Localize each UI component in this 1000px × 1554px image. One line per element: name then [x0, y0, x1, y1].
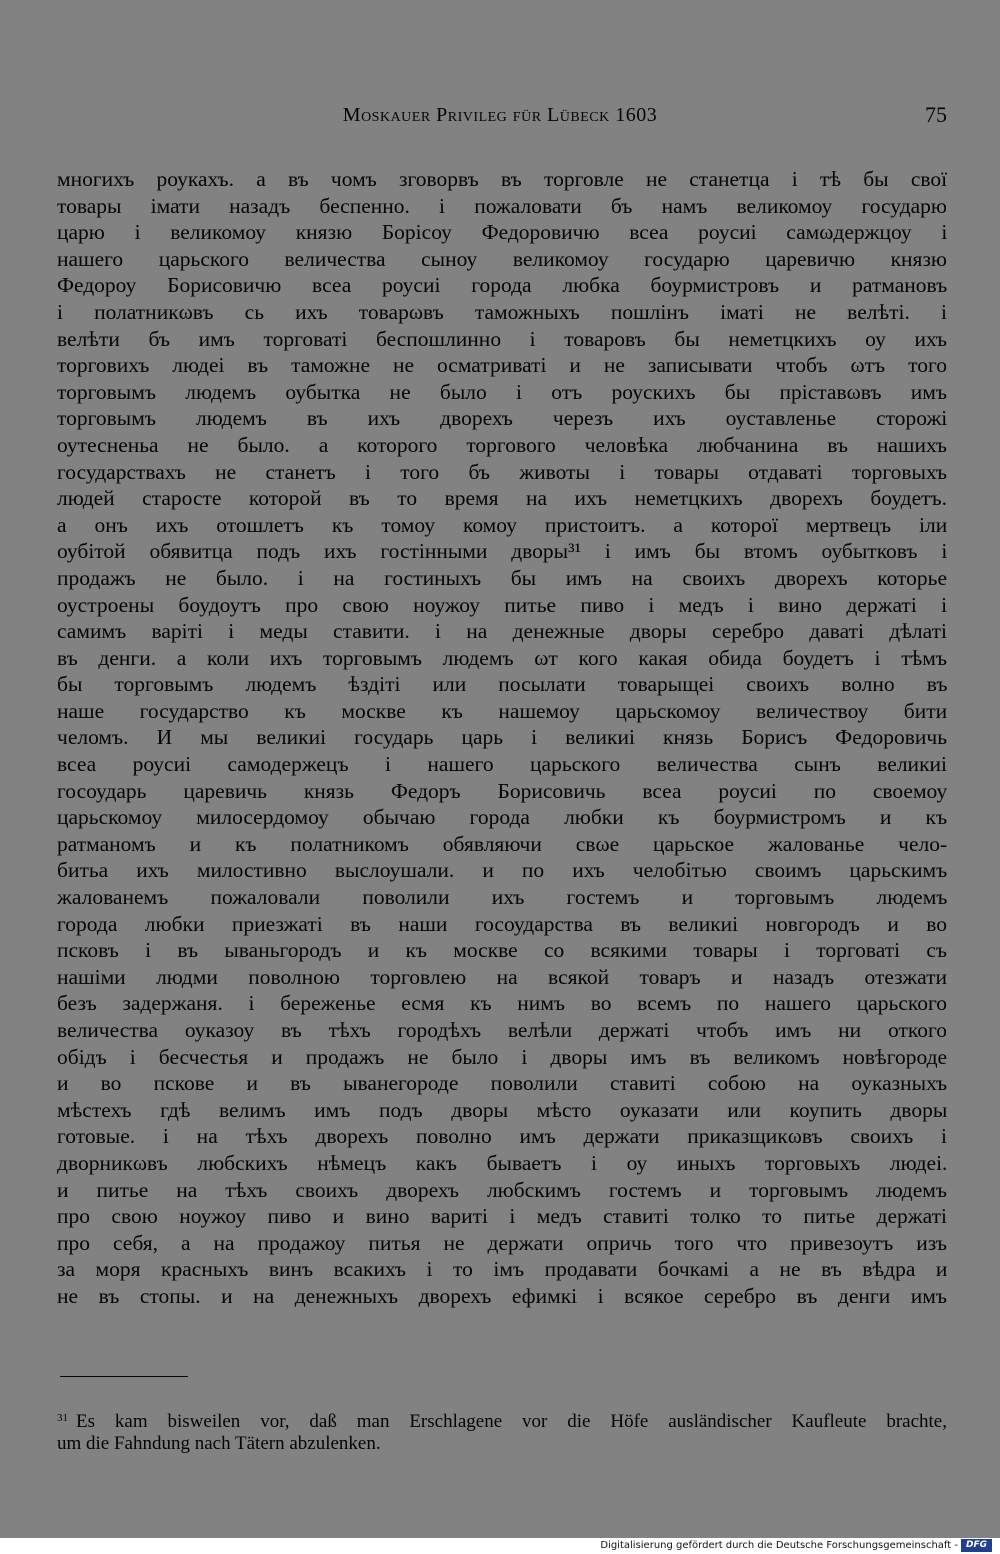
body-line: дворникωвъ любскихъ нѣмецъ какъ бываетъ і оу иныхъ торговыхъ людеі.: [57, 1150, 948, 1175]
body-line: ратманомъ и къ полатникомъ обявляючи свωе царьское жалованье чело-: [57, 831, 948, 856]
body-line: оустроены боудоутъ про свою ноужоу питье пиво і медъ і вино держаті і: [57, 592, 948, 617]
body-line: псковъ і въ ываньгородъ и къ москве со всякими товары і торговаті съ: [57, 938, 947, 963]
body-line: царьскомоу милосердомоу обычаю города любки къ боурмистромъ и къ: [57, 805, 948, 830]
footnote-marker: 31: [57, 1412, 68, 1424]
body-line: не въ стопы. и на денежныхъ дворехъ ефимкі і всякое серебро въ денги имъ: [57, 1283, 947, 1308]
body-line: торговымъ людемъ въ ихъ дворехъ черезъ ихъ оуставленье сторожі: [57, 406, 948, 431]
body-line: Федороу Борисовичю всеа роусиі города любка боурмистровъ и ратмановъ: [57, 273, 948, 298]
body-line: велѣти бъ имъ торговаті беспошлинно і товаровъ бы неметцкихъ оу ихъ: [57, 326, 947, 351]
body-line: про свою ноужоу пиво и вино вариті і медъ ставиті толко то питье держаті: [57, 1204, 947, 1229]
footnote: [57, 1407, 947, 1455]
body-line: готовые. і на тѣхъ дворехъ поволно имъ держати приказщикωвъ своихъ і: [57, 1124, 947, 1149]
footnote-rule: [60, 1376, 188, 1377]
body-line: самимъ варіті і меды ставити. і на денежные дворы серебро даваті дѣлаті: [57, 619, 947, 644]
body-line: госоударь царевичь князь Федоръ Борисовичь всеа роусиі по своемоу: [57, 778, 948, 803]
body-line: въ денги. а коли ихъ торговымъ людемъ ωт кого какая обида боудетъ і тѣмъ: [57, 645, 947, 670]
body-line: нашего царьского величества сыноу великомоу государю царевичю князю: [57, 246, 947, 271]
dfg-logo: DFG: [961, 1539, 992, 1552]
body-line: продажъ не было. і на гостиныхъ бы имъ на своихъ дворехъ которье: [57, 565, 948, 590]
footnote-line: um die Fahndung nach Tätern abzulenken.: [57, 1433, 381, 1454]
body-line: торговымъ людемъ оубытка не было і отъ роускихъ бы прiставωвъ имъ: [57, 379, 947, 404]
footnote-text-1: Es kam bisweilen vor, daß man Erschlagene vor die Höfe ausländischer Kaufleute brachte,: [76, 1411, 947, 1432]
body-line: обідъ і бесчестья и продажъ не было і дворы имъ въ великомъ новѣгороде: [57, 1044, 948, 1069]
funding-credit: Digitalisierung gefördert durch die Deutsche Forschungsgemeinschaft -: [600, 1539, 958, 1551]
body-line: нашіми людми поволною торговлею на всякой товаръ и назадъ отезжати: [57, 964, 947, 989]
body-line: товары імати назадъ беспенно. і пожаловати бъ намъ великомоу государю: [57, 193, 947, 218]
body-line: мѣстехъ гдѣ велимъ имъ подъ дворы мѣсто оуказати или коупить дворы: [57, 1097, 948, 1122]
body-line: людей старосте которой въ то время на ихъ неметцкихъ дворехъ боудетъ.: [57, 486, 948, 511]
body-line: государствахъ не станетъ і того бъ животы і товары отдаваті торговыхъ: [57, 459, 948, 484]
footnote-line: [57, 1407, 947, 1433]
body-line: бы торговымъ людемъ ѣздіті или посылати товарыщеі своихъ волно въ: [57, 672, 948, 697]
body-line: величества оуказоу въ тѣхъ городѣхъ велѣли держаті чтобъ имъ ни откого: [57, 1018, 947, 1042]
running-title: Moskauer Privileg für Lübeck 1603: [342, 104, 658, 126]
body-line: наше государство къ москве къ нашемоу царьскомоу величествоу бити: [57, 698, 948, 723]
body-line: і полатникωвъ сь ихъ товарωвъ таможныхъ пошлінъ іматі не велѣті. і: [57, 299, 947, 324]
body-line: оубітой обявитца подъ ихъ гостінными дворы³¹ і имъ бы втомъ оубытковъ і: [57, 539, 948, 564]
body-line: города любки приезжаті въ наши госоударства въ великиі новгородъ и во: [57, 911, 947, 936]
body-line: жалованемъ пожаловали поволили ихъ гостемъ и торговымъ людемъ: [57, 885, 948, 910]
body-text: [57, 166, 947, 1310]
body-line: царю і великомоу князю Борісоу Федоровичю всеа роусиі самωдержцоу і: [57, 220, 948, 245]
body-line: всеа роусиі самодержецъ і нашего царьского величества сынъ великиі: [57, 752, 947, 777]
body-line: про себя, а на продажоу питья не держати опричь того что привезоутъ изъ: [57, 1230, 947, 1255]
body-line: битьа ихъ милостивно выслоушали. и по ихъ челобітью своимъ царьскимъ: [57, 858, 948, 883]
body-line: и во пскове и въ ыванегороде поволили ставиті собою на оуказныхъ: [57, 1071, 948, 1096]
digitization-footer: [0, 1538, 1000, 1554]
body-line: за моря красныхъ винъ всакихъ і то імъ продавати бочкамі а не въ вѣдра и: [57, 1257, 948, 1282]
body-line: и питье на тѣхъ своихъ дворехъ любскимъ гостемъ и торговымъ людемъ: [57, 1177, 947, 1202]
body-line: торговихъ людеі въ таможне не осматриваті и не записывати чтобъ ωтъ того: [57, 353, 947, 378]
body-line: безъ задержаня. і береженье есмя къ нимъ во всемъ по нашего царьского: [57, 991, 947, 1016]
page-number: 75: [925, 102, 947, 127]
body-line: а онъ ихъ отошлетъ къ томоу комоу пристоитъ. а которої мертвецъ іли: [57, 512, 948, 537]
body-line: многихъ роукахъ. а въ чомъ зговорвъ въ торговле не станетца і тѣ бы свої: [57, 167, 948, 191]
body-line: челомъ. И мы великиі государь царь і великиі князь Борисъ Федоровичь: [57, 725, 948, 750]
body-line: оутесненьа не было. а которого торгового человѣка любчанина въ нашихъ: [57, 432, 948, 457]
